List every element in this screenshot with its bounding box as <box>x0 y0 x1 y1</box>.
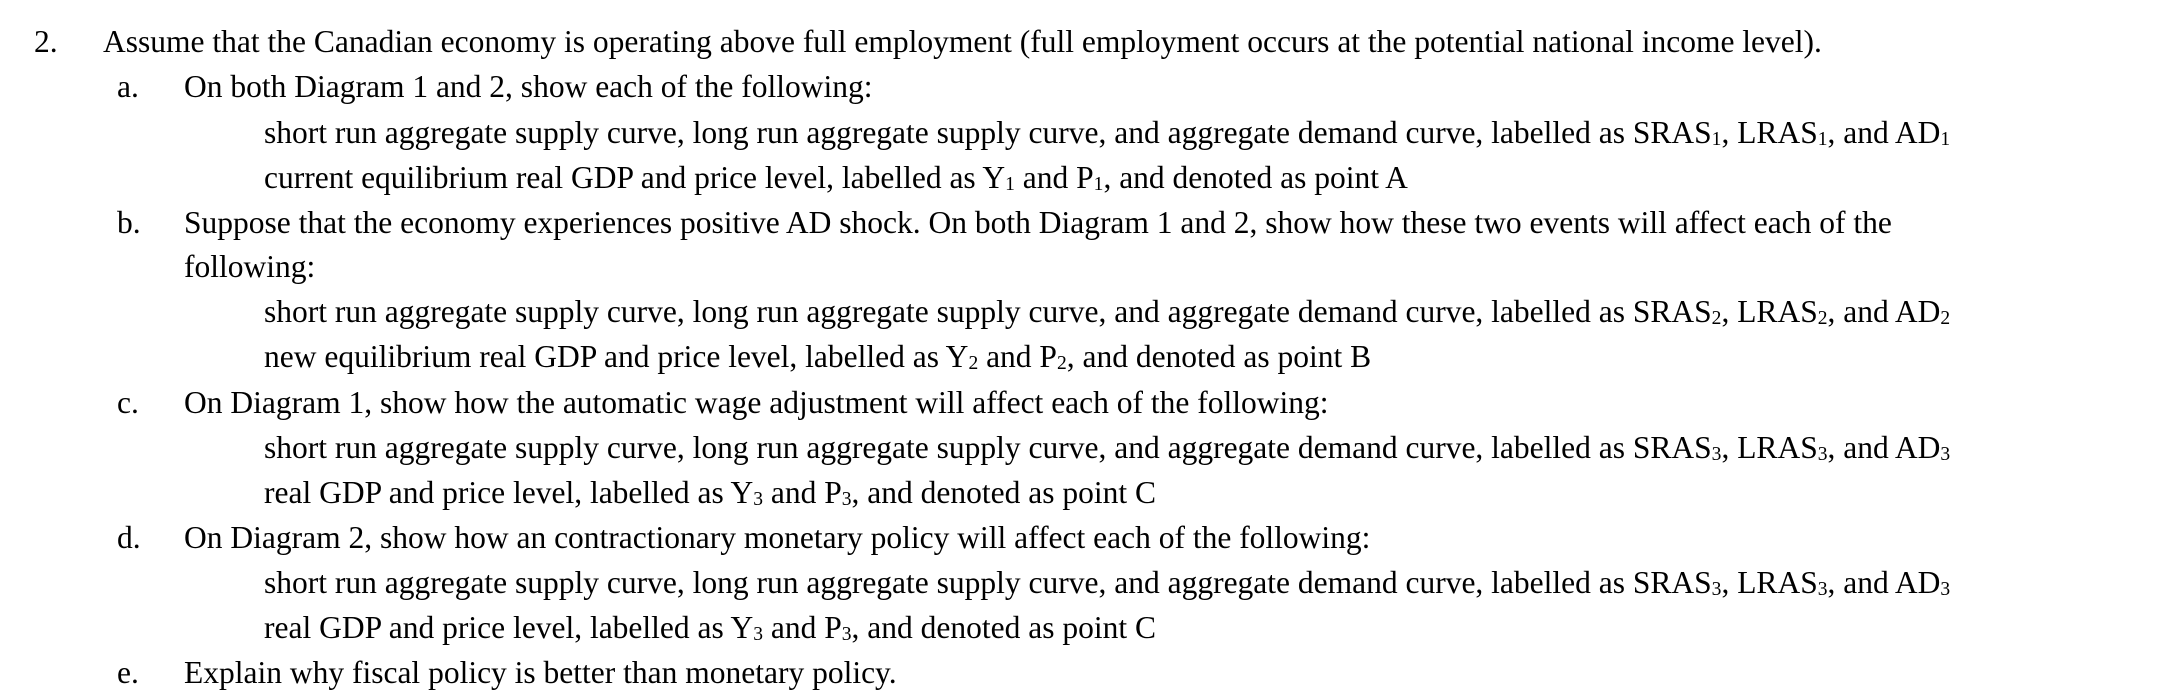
part-c-ii-text: real GDP and price level, labelled as $Y_3$ and $P_3$, and denoted as point C <box>264 475 1156 511</box>
part-c-label: c. <box>117 385 139 420</box>
part-d-text: On Diagram 2, show how an contractionary monetary policy will affect each of the following: <box>184 520 1371 555</box>
part-c-i-text: short run aggregate supply curve, long run aggregate supply curve, and aggregate demand curve, labelled as $SRAS_3$, $LRAS_3$, and $AD_3$ <box>264 430 1951 466</box>
part-a-i-text: short run aggregate supply curve, long run aggregate supply curve, and aggregate demand curve, labelled as $SRAS_1$, $LRAS_1$, and $AD_1$ <box>264 115 1951 151</box>
part-e-label: e. <box>117 655 139 690</box>
part-b-i-text: short run aggregate supply curve, long run aggregate supply curve, and aggregate demand curve, labelled as $SRAS_2$, $LRAS_2$, and $AD_2$ <box>264 294 1951 330</box>
part-c-text: On Diagram 1, show how the automatic wage adjustment will affect each of the following: <box>184 385 1329 420</box>
part-e-text: Explain why fiscal policy is better than monetary policy. <box>184 655 897 690</box>
part-a-text: On both Diagram 1 and 2, show each of the following: <box>184 69 873 104</box>
part-d-i-text: short run aggregate supply curve, long run aggregate supply curve, and aggregate demand curve, labelled as $SRAS_3$, $LRAS_3$, and $AD_3$ <box>264 565 1951 601</box>
question-number: 2. <box>34 24 58 59</box>
question-text: Assume that the Canadian economy is operating above full employment (full employment occurs at the potential national income level). <box>103 24 1822 59</box>
part-b-text: Suppose that the economy experiences positive AD shock. On both Diagram 1 and 2, show how these two events will affect each of the <box>184 205 1892 240</box>
part-b-ii-text: new equilibrium real GDP and price level, labelled as $Y_2$ and $P_2$, and denoted as point B <box>264 339 1372 375</box>
part-a-label: a. <box>117 69 139 104</box>
part-b-label: b. <box>117 205 141 240</box>
part-a-ii-text: current equilibrium real GDP and price level, labelled as $Y_1$ and $P_1$, and denoted as point A <box>264 160 1408 196</box>
part-d-label: d. <box>117 520 141 555</box>
part-d-ii-text: real GDP and price level, labelled as $Y_3$ and $P_3$, and denoted as point C <box>264 610 1156 646</box>
part-b-text-wrap: following: <box>184 249 316 284</box>
